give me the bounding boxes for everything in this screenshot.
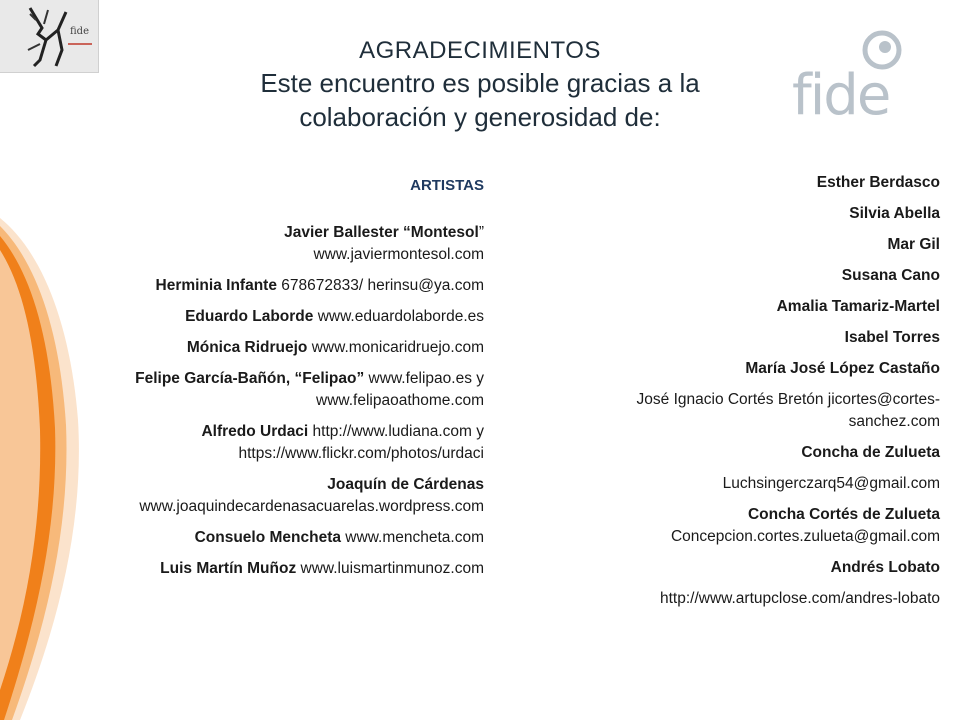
artist-contact: www.eduardolaborde.es <box>313 308 484 325</box>
artists-list <box>50 172 484 589</box>
contributor-entry <box>558 442 940 464</box>
contributor-text: Isabel Torres <box>844 329 940 346</box>
artist-name: Luis Martín Muñoz <box>160 560 297 577</box>
artist-entry <box>50 527 484 549</box>
title-line-1: AGRADECIMIENTOS <box>359 37 601 64</box>
fide-artwork-logo <box>0 0 99 73</box>
contributor-text: Mar Gil <box>887 236 940 253</box>
artist-contact: www.luismartinmunoz.com <box>296 560 484 577</box>
contributor-entry <box>558 234 940 256</box>
contributor-entry <box>558 389 940 433</box>
contributor-entry <box>558 203 940 225</box>
artist-name: Consuelo Mencheta <box>194 529 341 546</box>
contributor-entry <box>558 358 940 380</box>
artist-contact: ” <box>478 224 484 241</box>
contributor-text: Concha de Zulueta <box>801 444 940 461</box>
artist-contact: http://www.ludiana.com y <box>308 423 484 440</box>
artist-contact: www.mencheta.com <box>341 529 484 546</box>
logo-right-text: fide <box>792 63 890 123</box>
contributor-entry <box>558 588 940 610</box>
artist-name: Eduardo Laborde <box>185 308 314 325</box>
artist-name: Javier Ballester “Montesol <box>284 224 479 241</box>
contributor-text: María José López Castaño <box>745 360 940 377</box>
artist-entry <box>50 337 484 359</box>
logo-left-text: fide <box>70 26 89 37</box>
artist-name: Mónica Ridruejo <box>186 339 308 356</box>
artist-entry <box>50 474 484 518</box>
artists-heading: ARTISTAS <box>410 177 484 194</box>
contributor-text: http://www.artupclose.com/andres-lobato <box>660 590 940 607</box>
artist-website: www.felipaoathome.com <box>316 392 484 409</box>
artist-entry <box>50 275 484 297</box>
artist-entry <box>50 558 484 580</box>
contributor-entry <box>558 172 940 194</box>
artist-entry <box>50 222 484 266</box>
contributor-entry <box>558 557 940 579</box>
artist-name: Felipe García-Bañón, “Felipao” <box>135 370 365 387</box>
contributor-entry <box>558 265 940 287</box>
contributor-text: Luchsingerczarq54@gmail.com <box>722 475 940 492</box>
contributor-text: Silvia Abella <box>849 205 940 222</box>
contributor-text: Andrés Lobato <box>830 559 940 576</box>
artist-contact: www.monicaridruejo.com <box>307 339 484 356</box>
contributor-entry <box>558 296 940 318</box>
artist-contact: 678672833/ herinsu@ya.com <box>276 277 484 294</box>
artist-entry <box>50 421 484 465</box>
artist-entry <box>50 306 484 328</box>
artist-name: Herminia Infante <box>155 277 277 294</box>
fide-logo <box>790 28 920 123</box>
title-line-2: Este encuentro es posible gracias a la <box>260 68 700 98</box>
contributor-entry <box>558 504 940 548</box>
contributor-text: Esther Berdasco <box>816 174 940 191</box>
contributor-email: Concepcion.cortes.zulueta@gmail.com <box>670 528 940 545</box>
artist-contact: www.felipao.es y <box>364 370 484 387</box>
artist-entry <box>50 368 484 412</box>
contributor-text: Amalia Tamariz-Martel <box>776 298 940 315</box>
contributor-text: José Ignacio Cortés Bretón jicortes@cortes-sanchez.com <box>636 391 940 430</box>
artist-website: www.joaquindecardenasacuarelas.wordpress.com <box>139 498 484 515</box>
title-line-3: colaboración y generosidad de: <box>299 102 661 132</box>
contributor-entry <box>558 327 940 349</box>
page-title <box>180 36 780 134</box>
artist-website: https://www.flickr.com/photos/urdaci <box>238 445 484 462</box>
artist-name: Joaquín de Cárdenas <box>327 476 484 493</box>
contributor-entry <box>558 473 940 495</box>
contributors-list <box>558 172 940 619</box>
contributor-text: Concha Cortés de Zulueta <box>747 506 940 523</box>
contributor-text: Susana Cano <box>841 267 940 284</box>
artist-website: www.javiermontesol.com <box>313 246 484 263</box>
artist-name: Alfredo Urdaci <box>201 423 309 440</box>
